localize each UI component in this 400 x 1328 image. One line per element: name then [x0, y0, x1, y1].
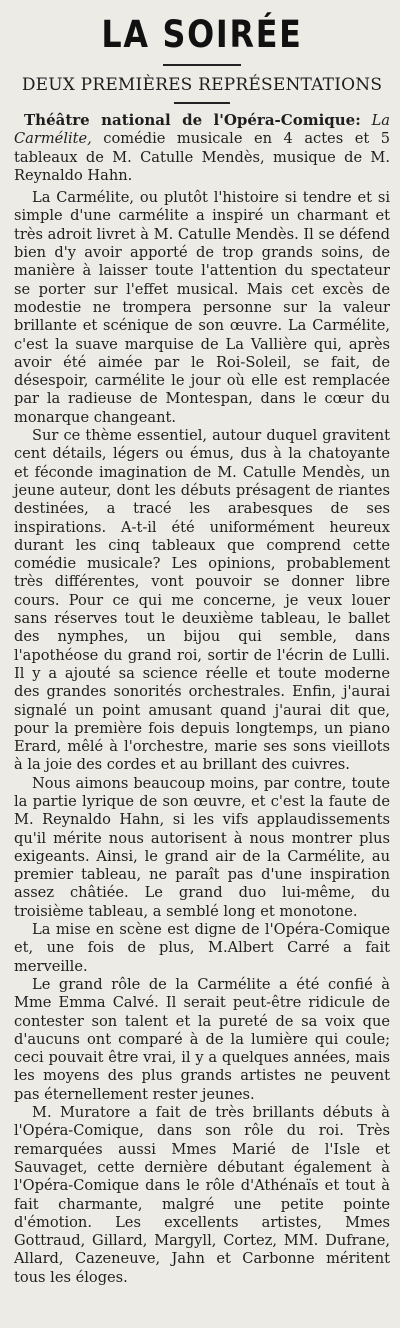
- article-paragraph: La Carmélite, ou plutôt l'histoire si tendre et si simple d'une carmélite a inspiré un charmant et très adroit livret à M. Catulle Mendès. Il se défend bien d'y avoir apporté de trop grands soins, de manière à laisser toute l'attention du spectateur se porter sur l'effet musical. Mais cet excès de modestie ne trompera personne sur la valeur brillante et scénique de son œuvre. La Carmélite, c'est la suave marquise de La Vallière qui, après avoir été aimée par le Roi-Soleil, se fait, de désespoir, carmélite le jour où elle est remplacée par la radieuse de Montespan, dans le cœur du monarque changeant.: [14, 189, 390, 426]
- masthead-divider: [163, 64, 241, 66]
- article-lead: [14, 111, 390, 185]
- article-paragraph: Le grand rôle de la Carmélite a été confié à Mme Emma Calvé. Il serait peut-être ridicule de contester son talent et la pureté de sa voix que d'aucuns ont comparé à de la lumière qui coule; ceci pouvait être vrai, il y a quelques années, mais les moyens des plus grands artistes ne peuvent pas éternellement rester jeunes.: [14, 975, 390, 1103]
- masthead: LA SOIRÉE: [101, 13, 303, 56]
- theatre-name: Théâtre national de l'Opéra-Comique:: [24, 111, 361, 129]
- article-paragraph: M. Muratore a fait de très brillants débuts à l'Opéra-Comique, dans son rôle du roi. Très remarquées aussi Mmes Marié de l'Isle et Sauvaget, cette dernière débutant également à l'Opéra-Comique dans le rôle d'Athénaïs et tout à fait charmante, malgré une petite pointe d'émotion. Les excellents artistes, Mmes Gottraud, Gillard, Margyll, Cortez, MM. Dufrane, Allard, Cazeneuve, Jahn et Carbonne méritent tous les éloges.: [14, 1104, 390, 1286]
- article-paragraph: Nous aimons beaucoup moins, par contre, toute la partie lyrique de son œuvre, et c'est la faute de M. Reynaldo Hahn, si les vifs applaudissements qu'il mérite nous autorisent à nous montrer plus exigeants. Ainsi, le grand air de la Carmélite, au premier tableau, ne paraît pas d'une inspiration assez châtiée. Le grand duo lui-même, du troisième tableau, a semblé long et monotone.: [14, 774, 390, 920]
- section-divider: [174, 102, 230, 104]
- article-paragraph: Sur ce thème essentiel, autour duquel gravitent cent détails, légers ou émus, dus à la chatoyante et féconde imagination de M. Catulle Mendès, un jeune auteur, dont les débuts présagent de riantes destinées, a tracé les arabesques de ses inspirations. A-t-il été uniformément heureux durant les cinq tableaux que comprend cette comédie musicale? Les opinions, probablement très différentes, vont pouvoir se donner libre cours. Pour ce qui me concerne, je veux louer sans réserves tout le deuxième tableau, le ballet des nymphes, un bijou qui semble, dans l'apothéose du grand roi, sortir de l'écrin de Lulli. Il y a ajouté sa science réelle et toute moderne des grandes sonorités orchestrales. Enfin, j'aurai signalé un point amusant quand j'aurai dit que, pour la première fois depuis longtemps, un piano Erard, mêlé à l'orchestre, marie ses sons vieillots à la joie des cordes et au brillant des cuivres.: [14, 427, 390, 774]
- section-title: DEUX PREMIÈRES REPRÉSENTATIONS: [21, 75, 383, 95]
- work-title: La Carmélite,: [14, 112, 390, 148]
- article-body: [14, 111, 390, 1287]
- article-paragraph: La mise en scène est digne de l'Opéra-Comique et, une fois de plus, M.Albert Carré a fait merveille.: [14, 921, 390, 975]
- work-description: comédie musicale en 4 actes et 5 tableaux de M. Catulle Mendès, musique de M. Reynaldo Hahn.: [14, 130, 390, 184]
